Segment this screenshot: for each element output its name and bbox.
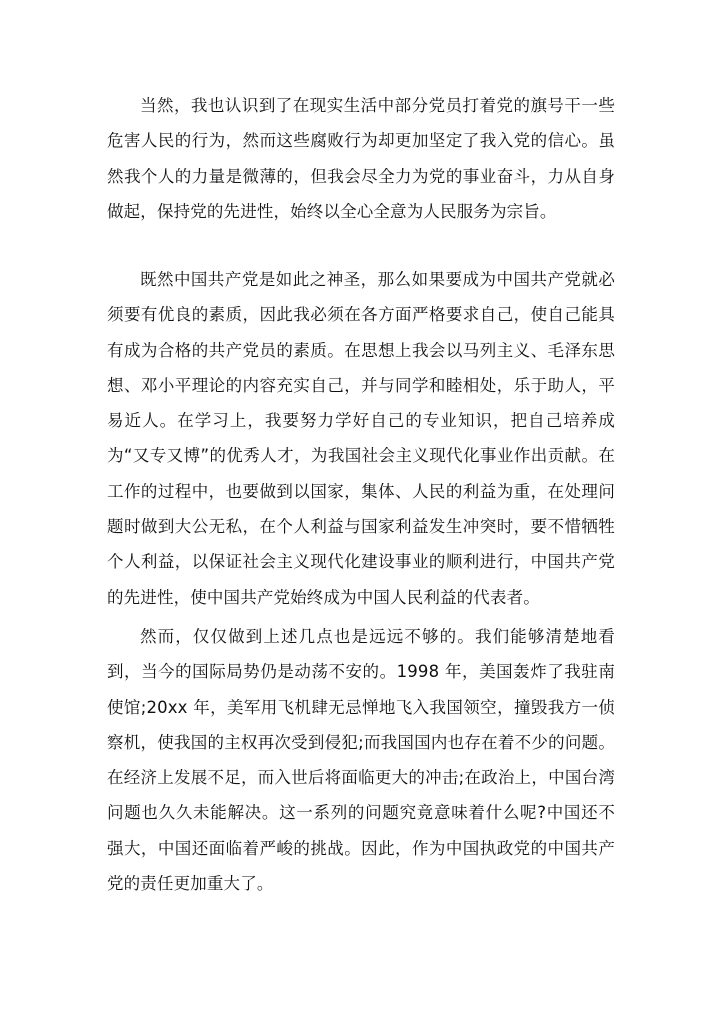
paragraph-1: 当然，我也认识到了在现实生活中部分党员打着党的旗号干一些危害人民的行为，然而这些腐败行为却更加坚定了我入党的信心。虽然我个人的力量是微薄的，但我会尽全力为党的事业奋斗，力从自身做起，保持党的先进性，始终以全心全意为人民服务为宗旨。	[107, 96, 615, 221]
paragraph-3: 然而，仅仅做到上述几点也是远远不够的。我们能够清楚地看到，当今的国际局势仍是动荡不安的。1998 年，美国轰炸了我驻南使馆;20xx 年，美军用飞机肆无忌惮地飞入我国领空，撞毁我方一侦察机，使我国的主权再次受到侵犯;而我国国内也存在着不少的问题。在经济上发展不足，而入世后将面临更大的冲击;在政治上，中国台湾问题也久久未能解决。这一系列的问题究竟意味着什么呢?中国还不强大，中国还面临着严峻的挑战。因此，作为中国执政党的中国共产党的责任更加重大了。	[107, 627, 615, 894]
paragraph-2: 既然中国共产党是如此之神圣，那么如果要成为中国共产党就必须要有优良的素质，因此我必须在各方面严格要求自己，使自己能具有成为合格的共产党员的素质。在思想上我会以马列主义、毛泽东思想、邓小平理论的内容充实自己，并与同学和睦相处，乐于助人，平易近人。在学习上，我要努力学好自己的专业知识，把自己培养成为“又专又博”的优秀人才，为我国社会主义现代化事业作出贡献。在工作的过程中，也要做到以国家，集体、人民的利益为重，在处理问题时做到大公无私，在个人利益与国家利益发生冲突时，要不惜牺牲个人利益，以保证社会主义现代化建设事业的顺利进行，中国共产党的先进性，使中国共产党始终成为中国人民利益的代表者。	[107, 270, 615, 607]
